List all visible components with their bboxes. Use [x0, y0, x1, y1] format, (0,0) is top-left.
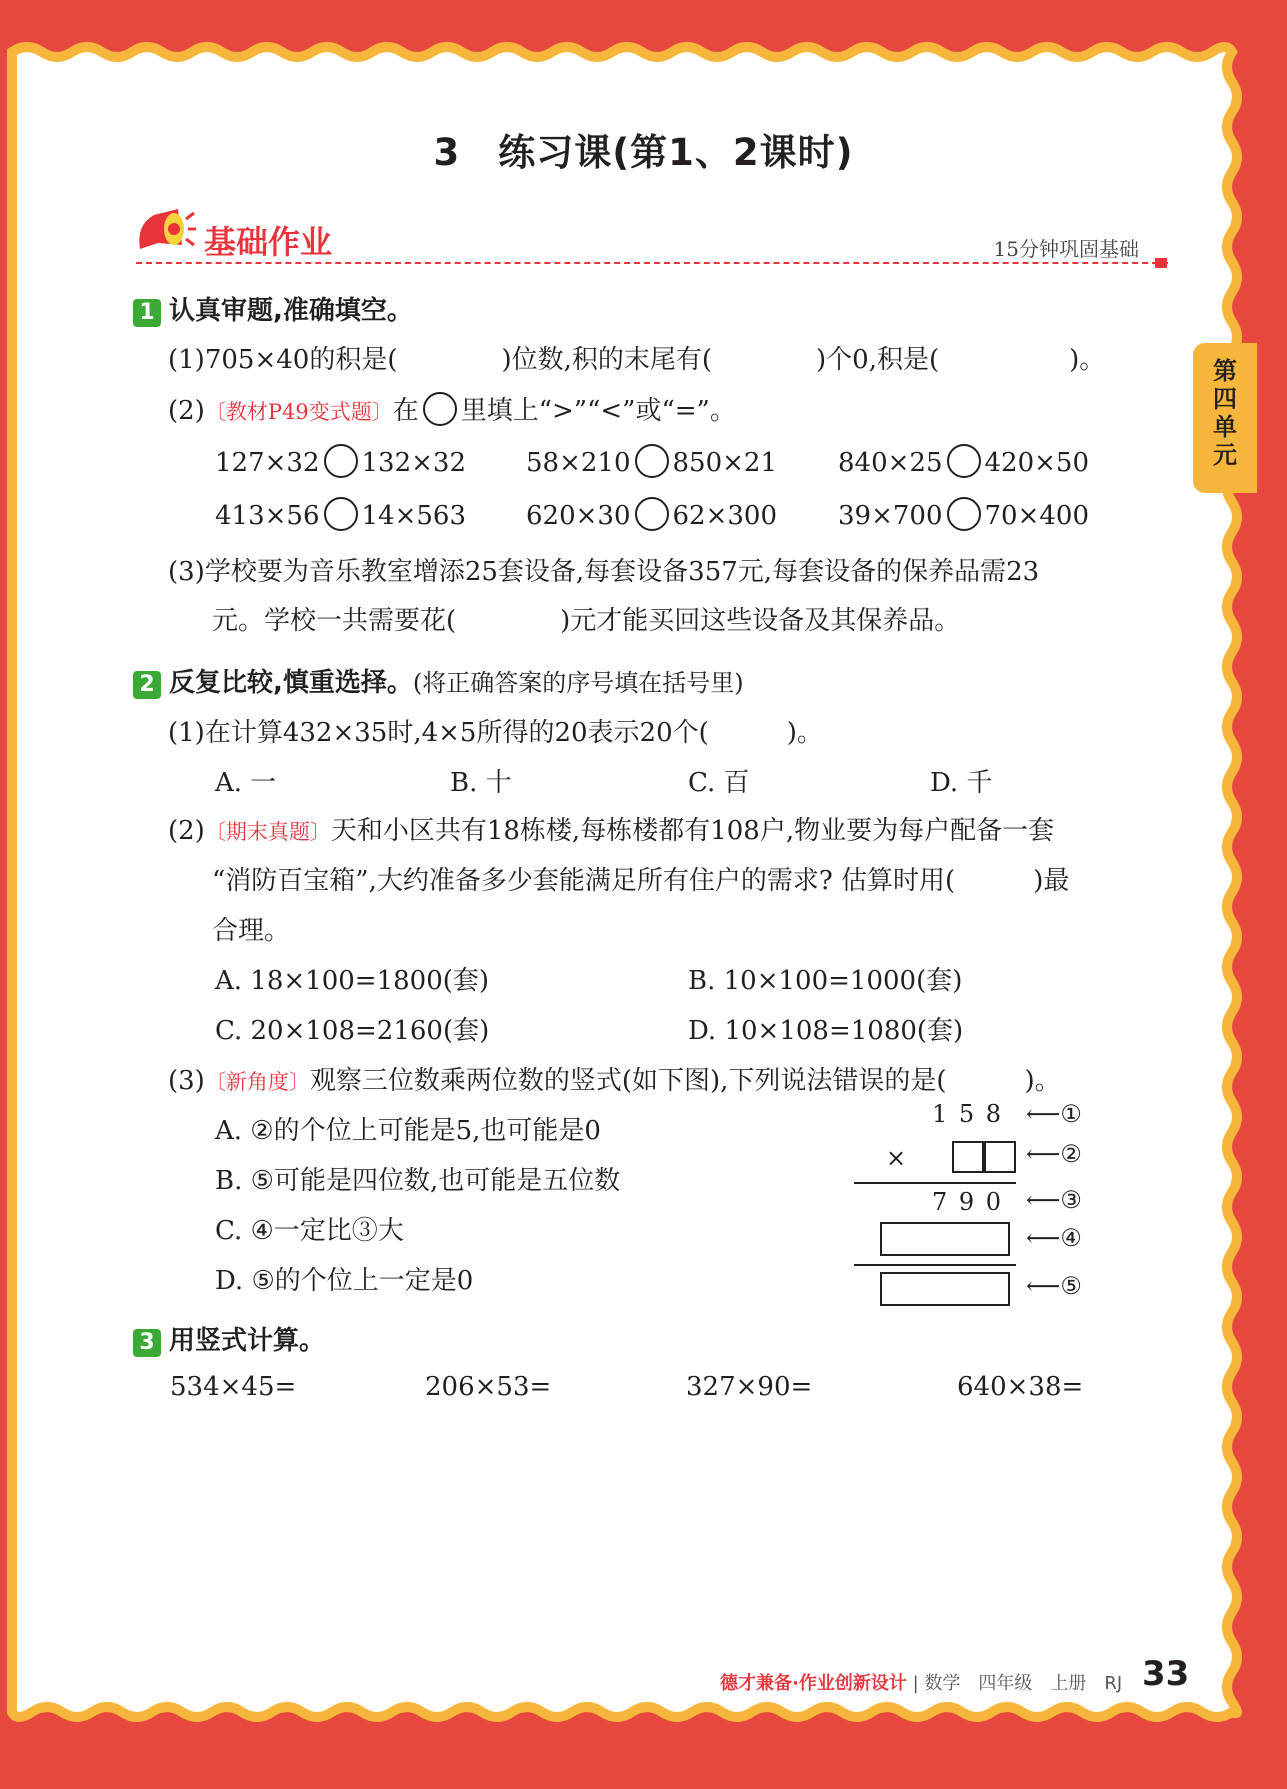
footer-info: 德才兼备·作业创新设计 | 数学 四年级 上册 RJ [720, 1673, 1123, 1694]
digit-box [984, 1141, 1016, 1173]
part-prefix: (3) [168, 1066, 205, 1096]
compare-right: 420×50 [984, 448, 1089, 478]
question-title: 认真审题,准确填空。 [169, 296, 413, 326]
compare-item [526, 497, 777, 531]
footer-meta: 数学 四年级 上册 RJ [924, 1673, 1123, 1694]
q2-part3 [168, 1060, 1061, 1097]
section-divider [136, 262, 1168, 264]
option[interactable]: D. 千 [930, 768, 993, 798]
compare-left: 39×700 [838, 501, 943, 531]
footer-brand: 德才兼备·作业创新设计 [720, 1673, 907, 1694]
rule-line [854, 1182, 1016, 1184]
compare-circle [423, 392, 457, 426]
arrow-label: ⟵③ [1026, 1186, 1082, 1214]
question-title: 反复比较,慎重选择。 [169, 668, 413, 698]
q1-part1: (1)705×40的积是( )位数,积的末尾有( )个0,积是( )。 [168, 345, 1106, 375]
unit-side-tab [1193, 343, 1257, 493]
rule-line [854, 1264, 1016, 1266]
compare-left: 840×25 [838, 448, 943, 478]
calc-item: 206×53= [425, 1372, 552, 1402]
q2-part3-text: 观察三位数乘两位数的竖式(如下图),下列说法错误的是( )。 [309, 1066, 1061, 1096]
digit-box [952, 1141, 984, 1173]
part-prefix: (2) [168, 396, 205, 426]
compare-item [526, 444, 777, 478]
question-number: 1 [133, 299, 161, 327]
calc-item: 327×90= [686, 1372, 813, 1402]
q1-part3-line1: (3)学校要为音乐教室增添25套设备,每套设备357元,每套设备的保养品需23 [168, 557, 1040, 587]
q2-part2-line3: 合理。 [212, 916, 291, 946]
compare-blank[interactable] [635, 497, 669, 531]
times-sign: × [886, 1144, 907, 1172]
vertical-multiplication-figure [850, 1100, 1110, 1310]
compare-right: 132×32 [361, 448, 466, 478]
question-3-header [133, 1320, 325, 1357]
option[interactable]: A. ②的个位上可能是5,也可能是0 [215, 1116, 601, 1146]
option[interactable]: C. ④一定比③大 [215, 1216, 404, 1246]
compare-blank[interactable] [947, 497, 981, 531]
page-title: 3 练习课(第1、2课时) [433, 131, 854, 174]
mark: ① [1060, 1100, 1082, 1128]
question-note: (将正确答案的序号填在括号里) [412, 669, 744, 697]
option[interactable]: D. ⑤的个位上一定是0 [215, 1266, 474, 1296]
option[interactable]: D. 10×108=1080(套) [688, 1016, 964, 1046]
arrow-label: ⟵⑤ [1026, 1272, 1082, 1300]
option[interactable]: B. ⑤可能是四位数,也可能是五位数 [215, 1166, 621, 1196]
partial-product-1: 7 9 0 [932, 1188, 1004, 1216]
question-1-header [133, 290, 413, 327]
q1-part2-text-b: 里填上“>”“<”或“=”。 [460, 396, 736, 426]
option[interactable]: B. 10×100=1000(套) [688, 966, 963, 996]
arrow-label: ⟵② [1026, 1140, 1082, 1168]
divider-end-mark [1155, 258, 1167, 268]
question-number: 2 [133, 671, 161, 699]
compare-blank[interactable] [947, 444, 981, 478]
question-title: 用竖式计算。 [169, 1326, 326, 1356]
question-2-header [133, 662, 744, 699]
trumpet-icon [132, 205, 198, 259]
compare-item [838, 497, 1089, 531]
partial-product-2-box [880, 1222, 1010, 1256]
mark: ④ [1060, 1224, 1082, 1252]
source-tag: 〔新角度〕 [204, 1070, 310, 1094]
section-label: 基础作业 [204, 223, 333, 261]
q2-part2-text: 天和小区共有18栋楼,每栋楼都有108户,物业要为每户配备一套 [330, 816, 1055, 846]
arrow-label: ⟵① [1026, 1100, 1082, 1128]
calc-item: 640×38= [957, 1372, 1084, 1402]
option[interactable]: C. 百 [688, 768, 750, 798]
part-prefix: (2) [168, 816, 205, 846]
compare-blank[interactable] [324, 444, 358, 478]
mark: ③ [1060, 1186, 1082, 1214]
option[interactable]: A. 一 [215, 768, 277, 798]
unit-side-tab-label: 第四单元 [1213, 357, 1237, 469]
source-tag: 〔教材P49变式题〕 [204, 400, 393, 424]
product-box [880, 1272, 1010, 1306]
compare-right: 62×300 [672, 501, 777, 531]
question-number: 3 [133, 1329, 161, 1357]
compare-right: 850×21 [672, 448, 777, 478]
page-number: 33 [1142, 1654, 1190, 1694]
q1-part2 [168, 390, 736, 427]
source-tag: 〔期末真题〕 [204, 820, 331, 844]
compare-item [838, 444, 1089, 478]
multiplicand: 1 5 8 [932, 1100, 1004, 1128]
option[interactable]: A. 18×100=1800(套) [215, 966, 490, 996]
q1-part2-text-a: 在 [392, 396, 419, 426]
q2-part2-line2: “消防百宝箱”,大约准备多少套能满足所有住户的需求? 估算时用( )最 [212, 866, 1070, 896]
q2-part1: (1)在计算432×35时,4×5所得的20表示20个( )。 [168, 718, 823, 748]
q1-part3-line2: 元。学校一共需要花( )元才能买回这些设备及其保养品。 [212, 606, 961, 636]
compare-blank[interactable] [635, 444, 669, 478]
compare-left: 413×56 [215, 501, 320, 531]
mark: ⑤ [1060, 1272, 1082, 1300]
compare-left: 127×32 [215, 448, 320, 478]
q2-part2-line1 [168, 810, 1054, 847]
calc-item: 534×45= [170, 1372, 297, 1402]
option[interactable]: C. 20×108=2160(套) [215, 1016, 490, 1046]
compare-item [215, 497, 466, 531]
option[interactable]: B. 十 [450, 768, 512, 798]
compare-right: 70×400 [984, 501, 1089, 531]
mark: ② [1060, 1140, 1082, 1168]
compare-item [215, 444, 466, 478]
section-subtitle: 15分钟巩固基础 [993, 237, 1139, 261]
arrow-label: ⟵④ [1026, 1224, 1082, 1252]
compare-right: 14×563 [361, 501, 466, 531]
compare-left: 58×210 [526, 448, 631, 478]
compare-left: 620×30 [526, 501, 631, 531]
compare-blank[interactable] [324, 497, 358, 531]
